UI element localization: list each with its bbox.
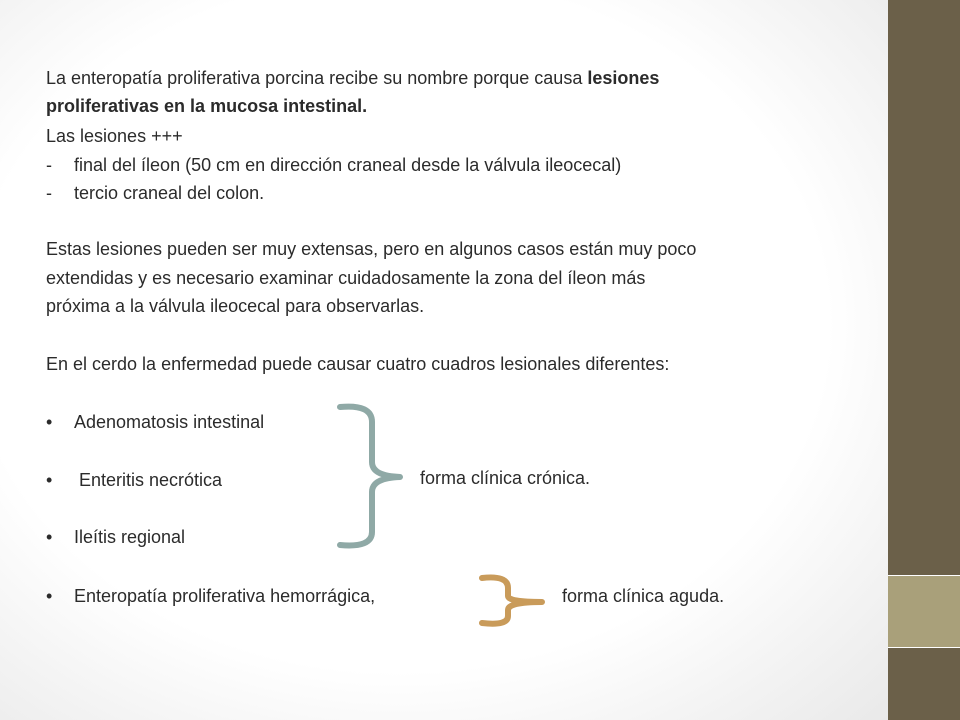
dash-marker: - [46,155,52,175]
paragraph3: En el cerdo la enfermedad puede causar cuatro cuadros lesionales diferentes: [46,354,670,374]
paragraph2-line-2: extendidas y es necesario examinar cuidadosamente la zona del íleon más [46,268,646,288]
dash-marker: - [46,183,52,203]
bullet-dot: • [46,412,53,432]
bullet-enteritis: Enteritis necrótica [74,470,223,490]
lesion-item-colon: tercio craneal del colon. [74,183,265,203]
bullet-dot: • [46,527,53,547]
acute-form-label: forma clínica aguda. [562,586,725,606]
sidebar-block-top [888,0,960,576]
intro-bold-lesiones: lesiones [587,68,660,88]
bullet-dot: • [46,586,53,606]
paragraph2-line-3: próxima a la válvula ileocecal para observarlas. [46,296,425,316]
bullet-dot: • [46,470,53,490]
chronic-brace-icon [340,407,400,546]
bullet-enteropatia-hemorragica: Enteropatía proliferativa hemorrágica, [74,586,376,606]
lesion-item-ileon: final del íleon (50 cm en dirección craneal desde la válvula ileocecal) [74,155,622,175]
lesions-heading: Las lesiones +++ [46,126,183,146]
chronic-form-label: forma clínica crónica. [420,468,591,488]
sidebar-block-middle [888,576,960,648]
bullet-adenomatosis: Adenomatosis intestinal [74,412,265,432]
bullet-ileitis: Ileítis regional [74,527,186,547]
intro-line-2: proliferativas en la mucosa intestinal. [46,96,368,116]
paragraph2-line-1: Estas lesiones pueden ser muy extensas, pero en algunos casos están muy poco [46,239,697,259]
acute-brace-icon [482,577,542,623]
intro-text: La enteropatía proliferativa porcina recibe su nombre porque causa [46,68,588,88]
sidebar-block-bottom [888,648,960,720]
